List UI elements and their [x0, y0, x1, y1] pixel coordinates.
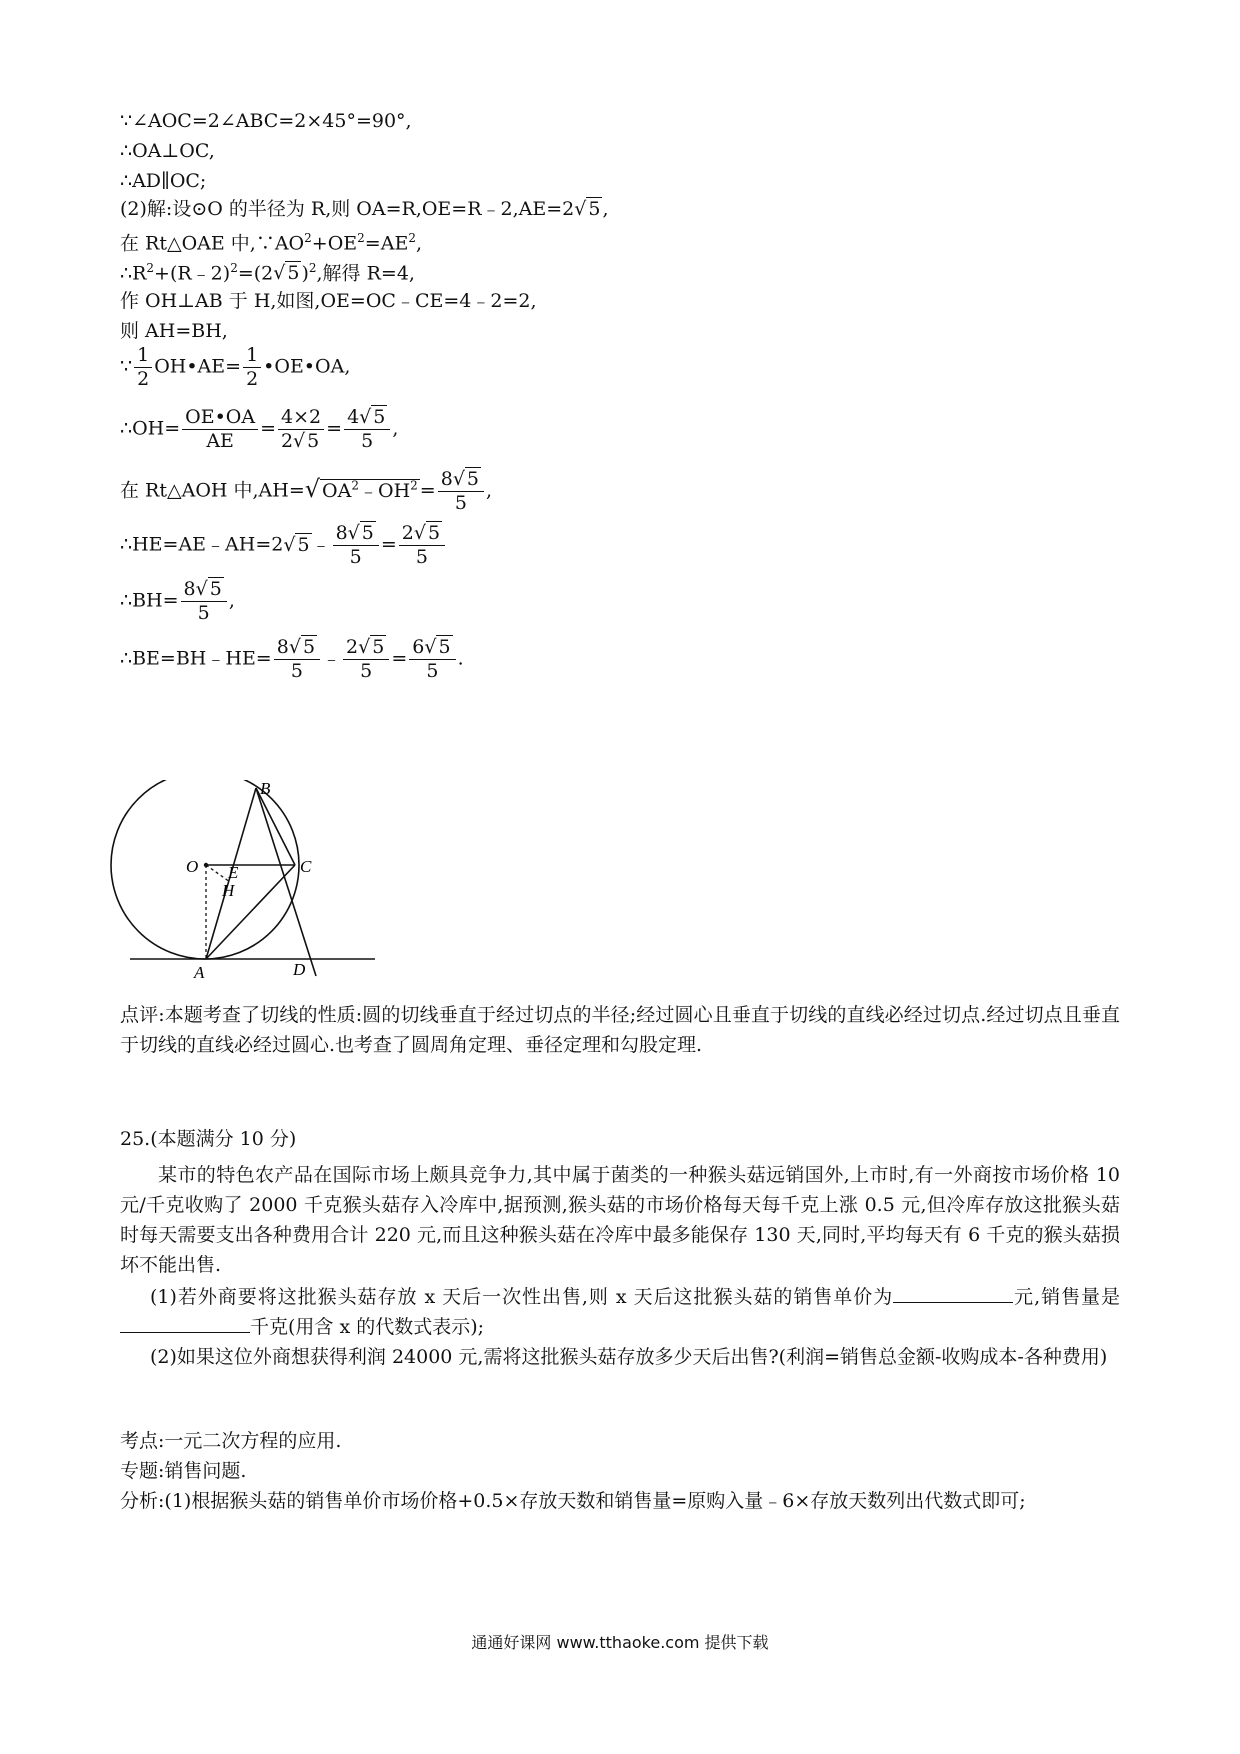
text: 元,销售量是 — [1013, 1286, 1120, 1308]
label-d: D — [293, 960, 306, 979]
numerator: 1 — [134, 346, 152, 368]
text: =(2 — [237, 262, 274, 285]
denominator: 5 — [349, 546, 362, 568]
segment-bc — [256, 788, 295, 865]
fraction — [333, 524, 379, 567]
exponent: 2 — [308, 261, 317, 275]
numerator — [181, 580, 227, 602]
text: = — [391, 647, 408, 670]
question-body: 某市的特色农产品在国际市场上颇具竞争力,其中属于菌类的一种猴头菇远销国外,上市时,有一外商按市场价格 10 元/千克收购了 2000 千克猴头菇存入冷库中,据预测,猴头菇的市场价格每天每千克上涨 0.5 元,但冷库存放这批猴头菇时每天需要支出各种费用合计 220 元,而且这种猴头菇在冷库中最多能保存 130 天,同时,平均每天有 6 千克的猴头菇损坏不能出售. — [120, 1164, 1120, 1276]
answer-blank-2[interactable] — [120, 1314, 250, 1333]
zhuanti-line: 专题:销售问题. — [120, 1460, 247, 1482]
sqrt: √ $OA^2﹣OH^2$ — [304, 474, 418, 503]
radicand: 5 — [307, 430, 320, 452]
sqrt: √ 5 — [359, 406, 386, 428]
text: •OE•OA, — [263, 355, 351, 378]
text: (1)若外商要将这批猴头菇存放 x 天后一次性出售,则 x 天后这批猴头菇的销售单价为 — [150, 1286, 894, 1308]
proof-line-2: ∴OA⊥OC, — [120, 140, 215, 162]
numerator — [438, 470, 484, 492]
radicand: 5 — [466, 468, 480, 490]
text: 8 — [276, 636, 289, 658]
text: =AE — [364, 232, 409, 255]
text: 2 — [346, 636, 359, 658]
proof-line-13 — [120, 580, 235, 623]
geometry-figure — [110, 780, 390, 1000]
denominator: 5 — [360, 660, 373, 682]
numerator — [343, 638, 389, 660]
sqrt: √ 5 — [452, 468, 480, 490]
numerator — [399, 524, 445, 546]
radicand — [320, 479, 420, 502]
numerator — [409, 638, 455, 660]
text: ) — [301, 262, 309, 285]
question-part-2: (2)如果这位外商想获得利润 24000 元,需将这批猴头菇存放多少天后出售?(利润=销售总金额-收购成本-各种费用) — [150, 1346, 1108, 1368]
sqrt: √ 5 — [293, 430, 320, 452]
text: = — [380, 533, 397, 556]
sqrt: √ 5 — [273, 262, 300, 285]
comment-paragraph: 点评:本题考查了切线的性质:圆的切线垂直于经过切点的半径;经过圆心且垂直于切线的直线必经过切点.经过切点且垂直于切线的直线必经过圆心.也考查了圆周角定理、垂径定理和勾股定理. — [120, 1004, 1120, 1056]
text: ∴BH= — [120, 589, 179, 612]
proof-line-4 — [120, 200, 609, 219]
text: , — [392, 417, 399, 440]
sqrt: √ 5 — [413, 522, 441, 544]
numerator — [333, 524, 379, 546]
kaodian-line: 考点:一元二次方程的应用. — [120, 1430, 342, 1452]
fraction — [134, 346, 152, 389]
numerator: 4×2 — [278, 408, 324, 430]
text: 8 — [183, 578, 196, 600]
radicand: 5 — [373, 406, 386, 428]
denominator: 5 — [290, 660, 303, 682]
text: ﹣ — [311, 533, 331, 556]
text: 2 — [280, 430, 294, 452]
denominator: 5 — [415, 546, 428, 568]
proof-line-5 — [120, 232, 422, 253]
text: (2)解:设⊙O 的半径为 R,则 OA=R,OE=R﹣2,AE=2 — [120, 198, 575, 220]
text: = — [419, 479, 436, 502]
segment-oh-dashed — [206, 865, 230, 882]
radicand: 5 — [361, 522, 374, 544]
text: +OE — [311, 232, 358, 255]
denominator: 5 — [454, 492, 467, 514]
fraction — [274, 638, 320, 681]
sqrt: √ 5 — [424, 636, 451, 658]
proof-line-14 — [120, 638, 464, 681]
fenxi-paragraph: 分析:(1)根据猴头菇的销售单价市场价格+0.5×存放天数和销售量=原购入量﹣6×存放天数列出代数式即可; — [120, 1490, 1026, 1512]
exponent: 2 — [230, 261, 238, 275]
text: +(R﹣2) — [154, 262, 231, 285]
text: ,解得 R=4, — [316, 262, 415, 285]
exponent: 2 — [304, 231, 312, 245]
radicand: 5 — [438, 636, 451, 658]
text: ﹣ — [322, 647, 342, 670]
text: 在 Rt△AOH 中,AH= — [120, 479, 305, 502]
page-footer: 通通好课网 www.tthaoke.com 提供下载 — [471, 1633, 769, 1652]
fraction — [182, 408, 258, 451]
proof-line-11 — [120, 470, 492, 513]
text: ∴BE=BH﹣HE= — [120, 647, 272, 670]
label-a: A — [194, 963, 205, 982]
numerator: OE•OA — [182, 408, 258, 430]
exponent: 2 — [408, 231, 416, 245]
numerator — [274, 638, 320, 660]
radicand: 5 — [588, 198, 601, 220]
denominator: 5 — [361, 430, 374, 452]
denominator: 2 — [137, 368, 150, 390]
fraction — [343, 638, 389, 681]
denominator: 5 — [426, 660, 439, 682]
text: 6 — [412, 636, 425, 658]
proof-line-3: ∴AD∥OC; — [120, 170, 207, 192]
sqrt: √ 5 — [283, 533, 310, 556]
text: 4 — [347, 406, 360, 428]
circle-o — [111, 780, 299, 959]
text: , — [602, 198, 609, 220]
radicand: 5 — [302, 636, 316, 658]
proof-line-12 — [120, 524, 447, 567]
fraction — [243, 346, 261, 389]
text: OH•AE= — [154, 355, 242, 378]
radicand: 5 — [372, 636, 385, 658]
radicand: 5 — [209, 578, 222, 600]
radicand: 5 — [427, 522, 441, 544]
sqrt: √ 5 — [574, 198, 601, 220]
text: . — [457, 647, 464, 670]
fraction — [409, 638, 455, 681]
denominator: 2 — [246, 368, 259, 390]
proof-line-9 — [120, 346, 350, 389]
exponent: 2 — [351, 478, 359, 493]
exponent: 2 — [357, 231, 365, 245]
question-header: 25.(本题满分 10 分) — [120, 1128, 297, 1150]
radicand: 5 — [297, 533, 310, 556]
text: , — [486, 479, 493, 502]
numerator: 1 — [243, 346, 261, 368]
sqrt: √ 5 — [195, 578, 222, 600]
text: 千克(用含 x 的代数式表示); — [250, 1316, 485, 1338]
proof-line-10 — [120, 408, 398, 451]
denominator: AE — [206, 430, 234, 452]
text: 8 — [335, 522, 348, 544]
radicand: 5 — [287, 262, 300, 285]
denominator: 5 — [197, 602, 210, 624]
text: OA — [322, 479, 352, 502]
sqrt: √ 5 — [288, 636, 316, 658]
proof-line-1: ∵∠AOC=2∠ABC=2×45°=90°, — [120, 110, 412, 132]
fraction — [181, 580, 227, 623]
text: 在 Rt△OAE 中,∵AO — [120, 232, 305, 255]
text: = — [326, 417, 343, 440]
numerator — [344, 408, 390, 430]
sqrt: √ 5 — [347, 522, 374, 544]
text: = — [260, 417, 277, 440]
fraction — [399, 524, 445, 567]
label-c: C — [300, 857, 312, 876]
point-o — [204, 863, 208, 867]
fraction — [344, 408, 390, 451]
text: 8 — [440, 468, 453, 490]
exponent: 2 — [410, 478, 418, 493]
text: ∴OH= — [120, 417, 181, 440]
text: , — [415, 232, 422, 255]
label-b: B — [260, 780, 271, 798]
text: ∵ — [120, 355, 133, 378]
label-e: E — [228, 863, 239, 882]
answer-blank-1[interactable] — [893, 1284, 1013, 1303]
text: , — [228, 589, 235, 612]
question-part-1 — [120, 1282, 1120, 1342]
proof-line-8: 则 AH=BH, — [120, 320, 228, 342]
exponent: 2 — [146, 261, 155, 275]
text: ﹣OH — [359, 479, 411, 502]
text: ∴HE=AE﹣AH=2 — [120, 533, 284, 556]
text: ∴R — [120, 262, 147, 285]
sqrt: √ 5 — [358, 636, 385, 658]
denominator — [278, 430, 324, 451]
text: 2 — [401, 522, 414, 544]
label-h: H — [222, 881, 235, 900]
proof-line-6 — [120, 262, 415, 283]
fraction — [438, 470, 484, 513]
label-o: O — [186, 857, 199, 876]
proof-line-7: 作 OH⊥AB 于 H,如图,OE=OC﹣CE=4﹣2=2, — [120, 290, 537, 312]
fraction — [278, 408, 324, 451]
